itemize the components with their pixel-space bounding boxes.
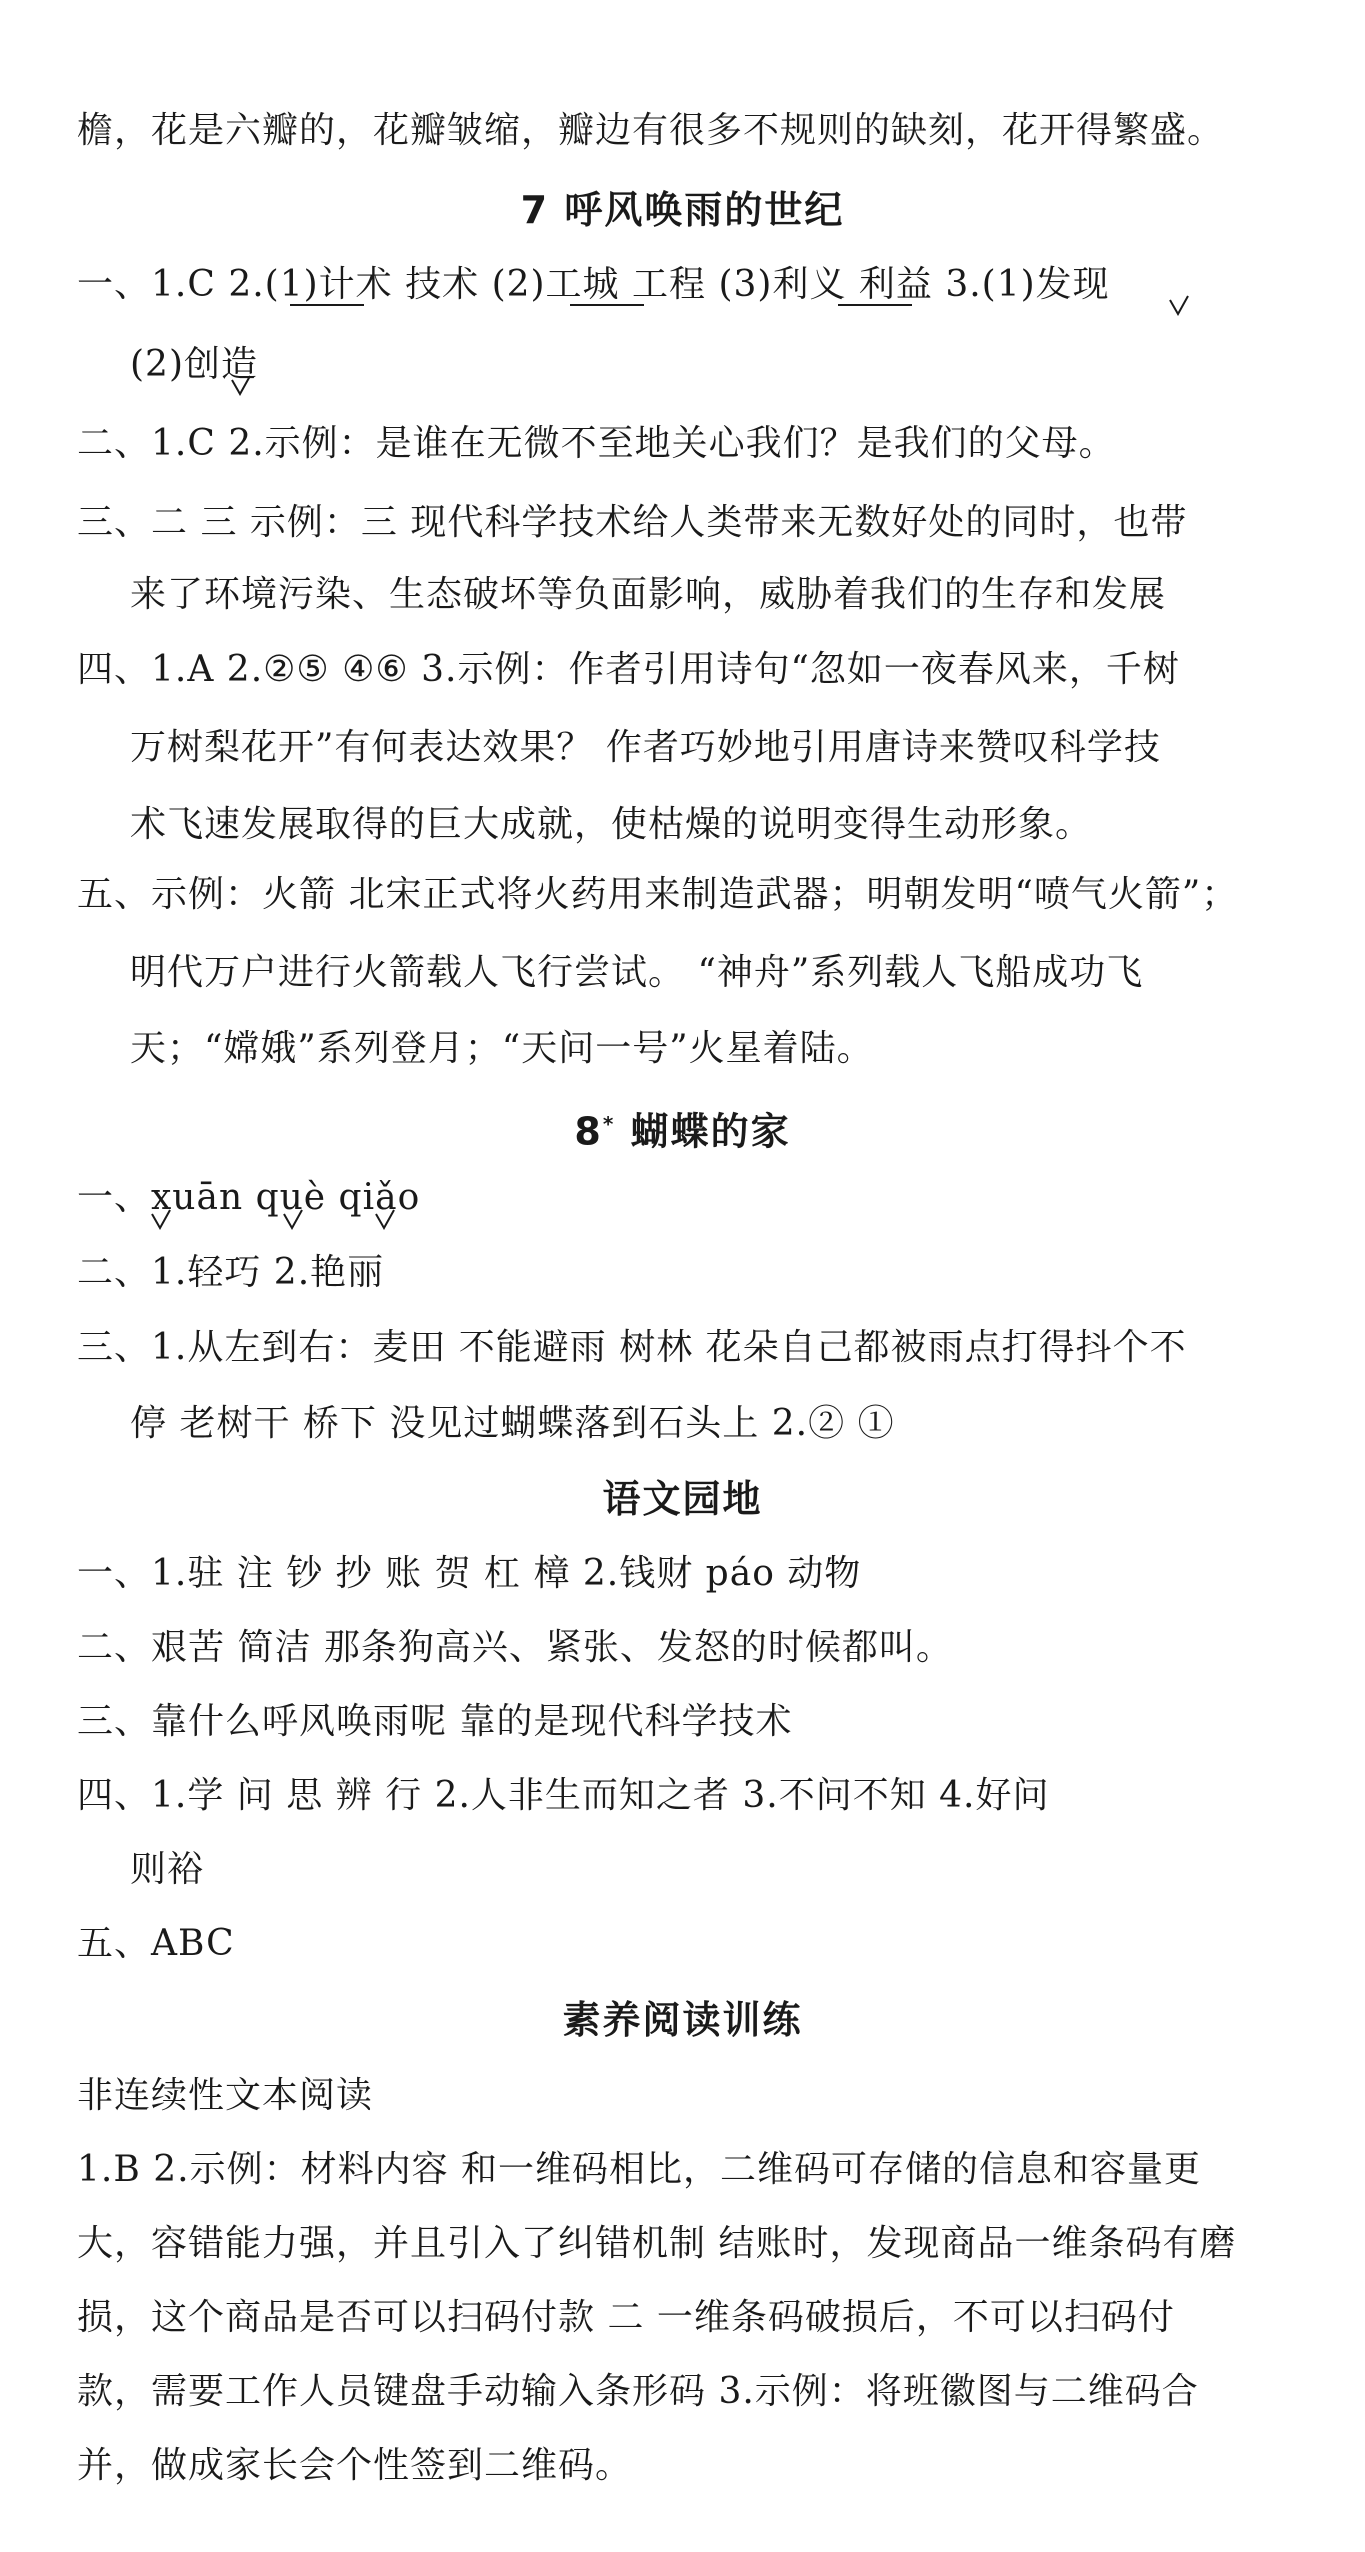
line-9: 五、示例：火箭 北宋正式将火药用来制造武器；明朝发明“喷气火箭”； [77, 874, 1239, 915]
line-26: 款，需要工作人员键盘手动输入条形码 3.示例：将班徽图与二维码合 [77, 2371, 1199, 2412]
line-19: 四、1.学 问 思 辨 行 2.人非生而知之者 3.不问不知 4.好问 [77, 1775, 1050, 1816]
line-11: 天；“嫦娥”系列登月；“天问一号”火星着陆。 [130, 1028, 874, 1069]
line-27: 并，做成家长会个性签到二维码。 [77, 2445, 633, 2486]
check-mark-icon [230, 374, 252, 396]
line-22: 非连续性文本阅读 [77, 2075, 374, 2116]
underline-mark [570, 304, 644, 306]
line-18: 三、靠什么呼风唤雨呢 靠的是现代科学技术 [77, 1701, 793, 1742]
check-mark-icon [374, 1208, 396, 1230]
line-5: 来了环境污染、生态破坏等负面影响，威胁着我们的生存和发展 [130, 574, 1167, 615]
heading-chinese-garden: 语文园地 [602, 1477, 763, 1521]
line-4: 三、二 三 示例：三 现代科学技术给人类带来无数好处的同时，也带 [77, 502, 1188, 543]
line-24: 大，容错能力强，并且引入了纠错机制 结账时，发现商品一维条码有磨 [77, 2223, 1237, 2264]
underline-mark [290, 304, 364, 306]
line-3: 二、1.C 2.示例：是谁在无微不至地关心我们？是我们的父母。 [77, 423, 1116, 464]
check-mark-icon [1168, 294, 1190, 316]
line-17: 二、艰苦 简洁 那条狗高兴、紧张、发怒的时候都叫。 [77, 1627, 953, 1668]
heading-literacy-reading: 素养阅读训练 [562, 1998, 803, 2042]
underline-mark [838, 304, 912, 306]
check-mark-icon [282, 1208, 304, 1230]
line-13: 二、1.轻巧 2.艳丽 [77, 1252, 385, 1293]
line-23: 1.B 2.示例：材料内容 和一维码相比，二维码可存储的信息和容量更 [77, 2149, 1202, 2190]
heading-8-star: * [602, 1112, 616, 1136]
heading-8-title: 蝴蝶的家 [630, 1109, 791, 1154]
line-21: 五、ABC [77, 1923, 235, 1964]
line-15: 停 老树干 桥下 没见过蝴蝶落到石头上 2.② ① [130, 1403, 895, 1444]
line-20: 则裕 [130, 1849, 205, 1890]
line-2: (2)创造 [130, 344, 258, 385]
line-8: 术飞速发展取得的巨大成就，使枯燥的说明变得生动形象。 [130, 804, 1093, 845]
heading-lesson-7: 7 呼风唤雨的世纪 [520, 188, 845, 232]
line-0: 檐，花是六瓣的，花瓣皱缩，瓣边有很多不规则的缺刻，花开得繁盛。 [77, 110, 1225, 151]
line-6: 四、1.A 2.②⑤ ④⑥ 3.示例：作者引用诗句“忽如一夜春风来，千树 [77, 649, 1180, 690]
heading-8-number: 8 [574, 1109, 603, 1154]
line-12: 一、xuān què qiǎo [77, 1177, 421, 1218]
line-10: 明代万户进行火箭载人飞行尝试。 “神舟”系列载人飞船成功飞 [130, 952, 1144, 993]
heading-lesson-8 [0, 1096, 1365, 1152]
line-16: 一、1.驻 注 钞 抄 账 贺 杠 樟 2.钱财 páo 动物 [77, 1553, 862, 1594]
check-mark-icon [150, 1208, 172, 1230]
line-14: 三、1.从左到右：麦田 不能避雨 树林 花朵自己都被雨点打得抖个不 [77, 1327, 1187, 1368]
line-1: 一、1.C 2.(1)计术 技术 (2)工城 工程 (3)利义 利益 3.(1)发现 [77, 264, 1110, 305]
line-25: 损，这个商品是否可以扫码付款 二 一维条码破损后，不可以扫码付 [77, 2297, 1175, 2338]
line-7: 万树梨花开”有何表达效果？ 作者巧妙地引用唐诗来赞叹科学技 [130, 727, 1161, 768]
